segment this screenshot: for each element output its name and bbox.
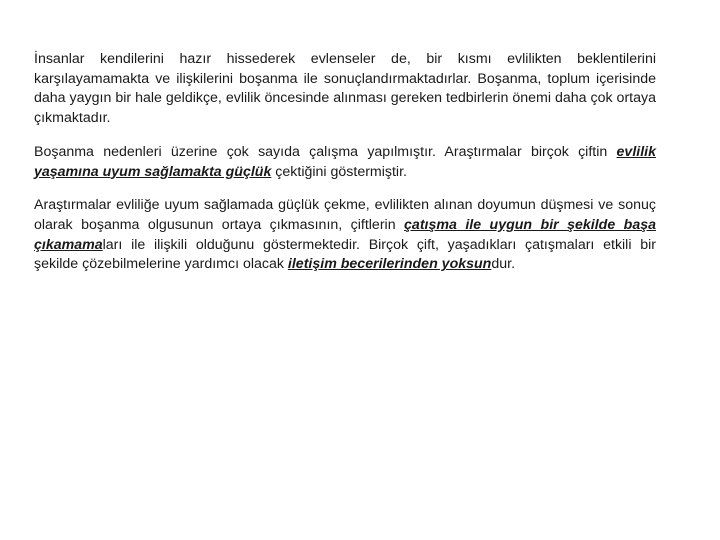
emphasis-conflict-coping: çatışma ile uygun bir şekilde başa çıkamama xyxy=(34,216,656,253)
text-body xyxy=(34,50,656,275)
paragraph-1 xyxy=(34,50,656,129)
paragraph-3 xyxy=(34,196,656,275)
emphasis-adjustment-difficulty: evlilik yaşamına uyum sağlamakta güçlük xyxy=(34,143,656,180)
paragraph-3-text-c: dur. xyxy=(491,256,516,273)
emphasis-communication-skills: iletişim becerilerinden yoksun xyxy=(287,256,492,273)
paragraph-2 xyxy=(34,143,656,182)
paragraph-1-text: İnsanlar kendilerini hazır hissederek evlenseler de, bir kısmı evlilikten beklentilerini karşılayamamakta ve ilişkilerini boşanma ile sonuçlandırmaktadırlar. Boşanma, toplum içerisinde daha yaygın bir hale geldikçe, evlilik öncesinde alınması gereken tedbirlerin önemi daha çok ortaya çıkmaktadır. xyxy=(34,51,656,127)
paragraph-3-text-b: ları ile ilişkili olduğunu göstermektedir. Birçok çift, yaşadıkları çatışmaları etkili bir şekilde çözebilmelerine yardımcı olacak xyxy=(34,236,656,273)
paragraph-3-text-a: Araştırmalar evliliğe uyum sağlamada güçlük çekme, evlilikten alınan doyumun düşmesi ve sonuç olarak boşanma olgusunun ortaya çıkmasının, çiftlerin xyxy=(34,197,656,233)
paragraph-2-text-a: Boşanma nedenleri üzerine çok sayıda çalışma yapılmıştır. Araştırmalar birçok çiftin xyxy=(34,143,617,160)
paragraph-2-text-b: çektiğini göstermiştir. xyxy=(271,163,407,180)
